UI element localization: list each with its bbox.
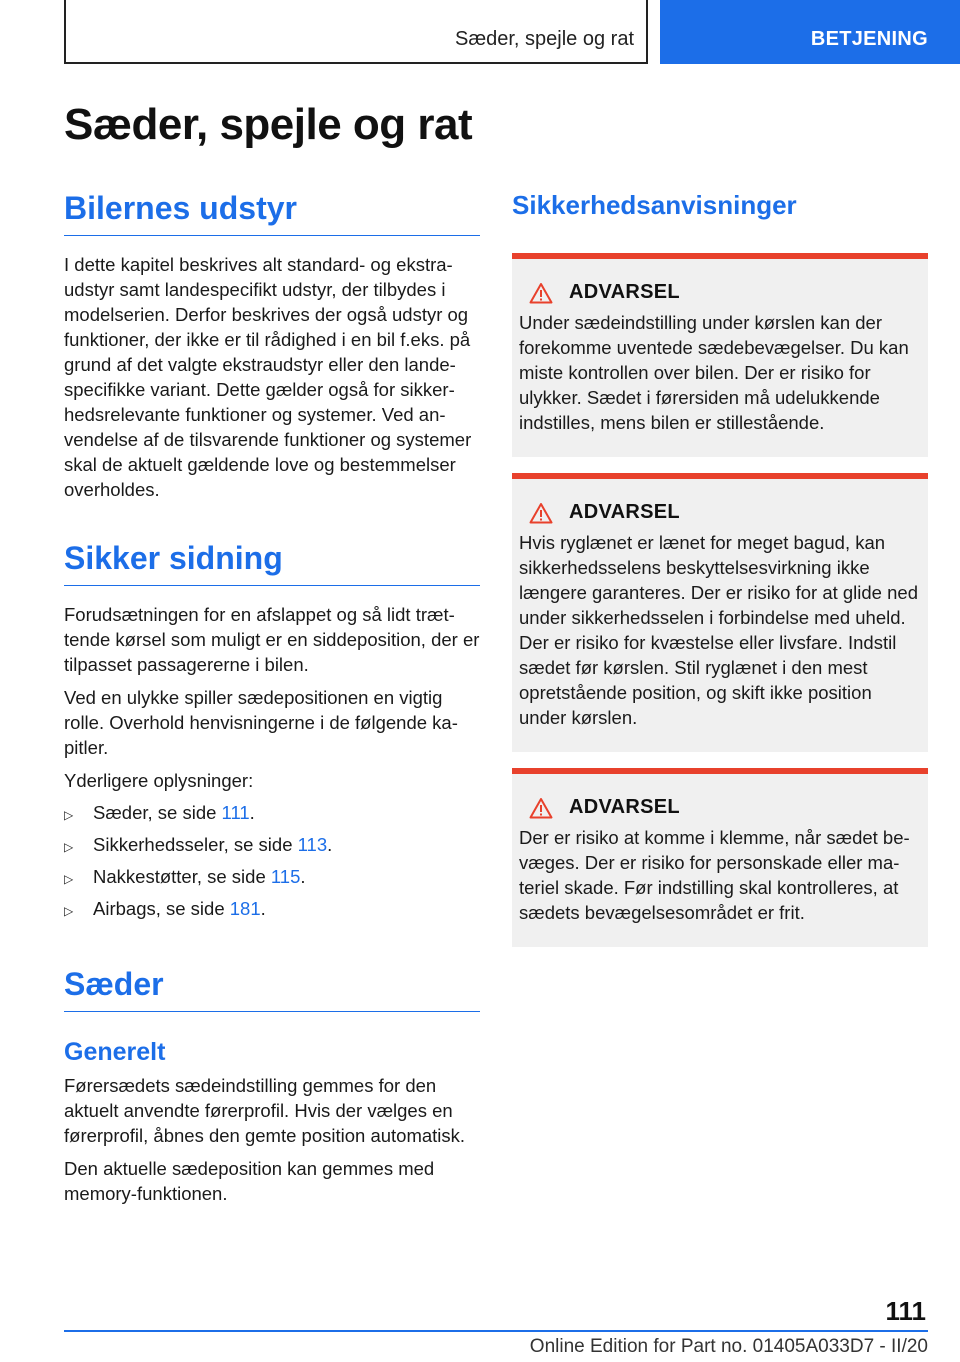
header-section-box <box>64 0 648 64</box>
warning-text: Under sædeindstilling under kørslen kan der forekomme uventede sædebevægelser. Du kan miste kontrollen over bilen. Der er risiko for ulykker. Sædet i førersiden må udelukkende indstilles, mens bilen er stillestående. <box>519 312 909 433</box>
triangle-bullet-icon: ▷ <box>64 840 74 854</box>
left-column <box>64 190 480 1206</box>
page-number: 111 <box>885 1296 926 1326</box>
footer-edition: Online Edition for Part no. 01405A033D7 - II/20 <box>529 1336 928 1357</box>
list-item: ▷ Sæder, se side 111. <box>64 800 480 825</box>
warning-triangle-icon <box>529 797 553 819</box>
warning-text: Der er risiko at komme i klemme, når sædet bevæges. Der er risiko for personskade eller materiel skade. Før indstilling skal kontrolleres, at sædets bevægelsesområdet er frit. <box>519 827 910 923</box>
header-section-title: Sæder, spejle og rat <box>455 28 634 50</box>
warning-triangle-icon <box>529 502 553 524</box>
heading-saeder: Sæder <box>64 966 480 1012</box>
warning-title: ADVARSEL <box>569 796 680 818</box>
warning-title: ADVARSEL <box>569 281 680 303</box>
triangle-bullet-icon: ▷ <box>64 872 74 886</box>
list-item: ▷ Sikkerhedsseler, se side 113. <box>64 832 480 857</box>
bilernes-udstyr-text: I dette kapitel beskrives alt standard- og ekstraudstyr samt landespecifikt udstyr, der tilbydes i modelserien. Derfor beskrives der også udstyr og funktioner, der ikke er til rådighed i en bil f.eks. på grund af det valgte ekstraudstyr eller den landespecifikke variant. Dette gælder også for sikkerhedsrelevante funktioner og systemer. Ved anvendelse af de tilsvarende funktioner og systemer skal de aktuelt gældende love og bestemmelser overholdes. <box>64 254 472 500</box>
header-chapter-label: BETJENING <box>810 28 928 50</box>
triangle-bullet-icon: ▷ <box>64 808 74 822</box>
page-link-airbags[interactable]: 181 <box>229 898 261 919</box>
warning-triangle-icon <box>529 282 553 304</box>
warning-box <box>512 768 928 947</box>
page-link-seats[interactable]: 111 <box>221 802 250 823</box>
reference-list <box>64 800 480 921</box>
warning-title: ADVARSEL <box>569 501 680 523</box>
list-item: ▷ Nakkestøtter, se side 115. <box>64 864 480 889</box>
heading-sikker-sidning: Sikker sidning <box>64 540 480 586</box>
page-title: Sæder, spejle og rat <box>64 100 473 149</box>
page-link-seatbelts[interactable]: 113 <box>297 834 328 855</box>
right-column <box>512 190 928 963</box>
list-item: ▷ Airbags, se side 181. <box>64 896 480 921</box>
warning-box <box>512 253 928 457</box>
heading-sikkerhedsanvisninger: Sikkerhedsanvisninger <box>512 190 797 220</box>
heading-generelt: Generelt <box>64 1038 166 1066</box>
header-chapter-tab <box>660 0 960 64</box>
sidning-paragraph-2: Ved en ulykke spiller sædepositionen en vigtig rolle. Overhold henvisningerne i de følgende kapitler. <box>64 687 458 758</box>
footer-divider <box>64 1330 928 1332</box>
warning-box <box>512 473 928 752</box>
saeder-paragraph-2: Den aktuelle sædeposition kan gemmes med memory-funktionen. <box>64 1158 435 1204</box>
warning-text: Hvis ryglænet er lænet for meget bagud, kan sikkerhedsselens beskyttelsesvirkning ikke længere garanteres. Der er risiko for at glide ned under sikkerhedsselen i forbindelse med uheld. Der er risiko for kvæstelse eller livsfare. Indstil sædet før kørslen. Stil ryglænet i den mest opretstående position, og skift ikke position under kørslen. <box>519 532 918 728</box>
heading-bilernes-udstyr: Bilernes udstyr <box>64 190 480 236</box>
sidning-paragraph-3: Yderligere oplysninger: <box>64 770 254 791</box>
sidning-paragraph-1: Forudsætningen for en afslappet og så lidt trættende kørsel som muligt er en siddeposition, der er tilpasset passagererne i bilen. <box>64 604 480 675</box>
page-link-headrests[interactable]: 115 <box>270 866 301 887</box>
triangle-bullet-icon: ▷ <box>64 904 74 918</box>
saeder-paragraph-1: Førersædets sædeindstilling gemmes for den aktuelt anvendte førerprofil. Hvis der vælges en førerprofil, åbnes den gemte position automatisk. <box>64 1075 466 1146</box>
